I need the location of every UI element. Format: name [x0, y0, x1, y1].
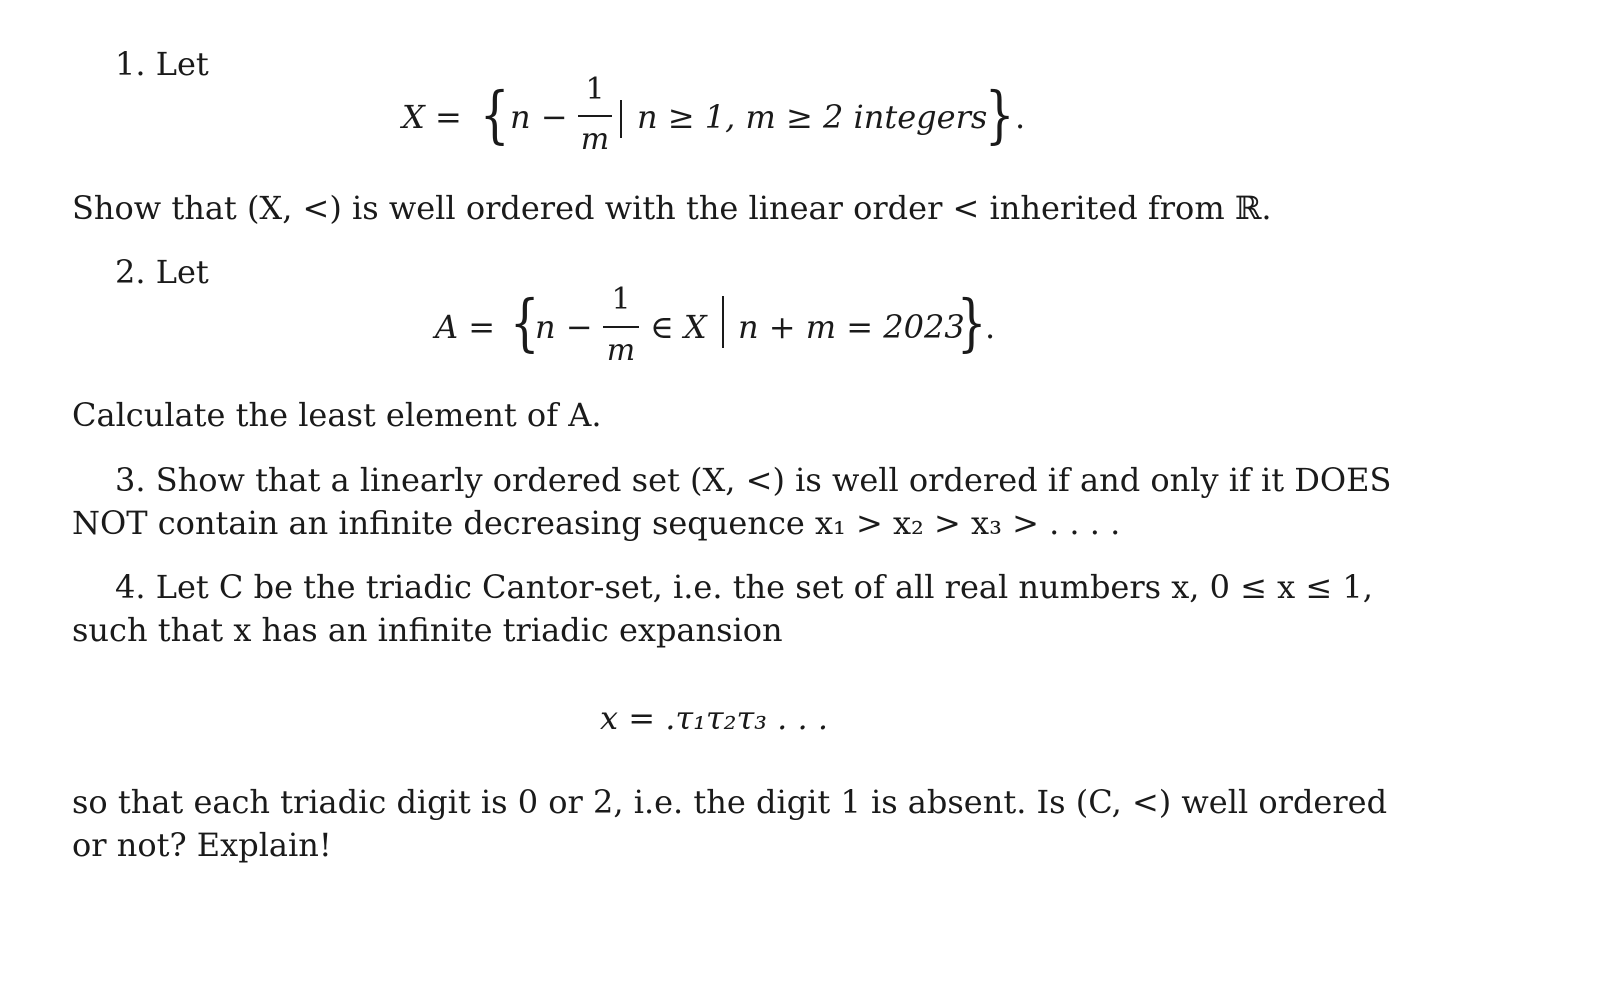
problem-1-lead: Let	[155, 45, 209, 83]
formula-2-member: ∈ X	[650, 308, 707, 346]
formula-2-left-brace: {	[509, 286, 540, 359]
formula-2-condition: n + m = 2023	[738, 308, 965, 346]
problem-4-line-2: such that x has an infinite triadic expansion	[72, 611, 783, 649]
problem-4-number: 4.	[115, 568, 146, 606]
formula-1-left-brace: {	[479, 78, 510, 151]
problem-3-text-1: Show that a linearly ordered set (X, <) is well ordered if and only if it DOES	[155, 461, 1392, 499]
problem-2-text: Calculate the least element of A.	[72, 396, 602, 434]
formula-2-divider	[722, 296, 724, 348]
formula-2-frac-den: m	[606, 333, 636, 368]
problem-3-line-1	[115, 460, 1391, 500]
formula-2-frac-num: 1	[611, 282, 631, 317]
formula-1-left-part: n −	[510, 98, 568, 136]
formula-1-lhs: X =	[402, 98, 462, 136]
formula-2-frac-bar	[603, 326, 639, 328]
problem-1-heading	[115, 44, 209, 84]
problem-4-line-4: or not? Explain!	[72, 826, 332, 864]
problem-4-display-formula: x = .τ₁τ₂τ₃ . . .	[600, 699, 828, 737]
problem-3-line-2: NOT contain an infinite decreasing sequence x₁ > x₂ > x₃ > . . . .	[72, 504, 1121, 542]
problem-1-text: Show that (X, <) is well ordered with the linear order < inherited from ℝ.	[72, 189, 1272, 227]
formula-1-divider	[620, 100, 622, 138]
formula-2-end: .	[985, 308, 996, 346]
formula-1-right-brace: }	[984, 78, 1015, 151]
problem-3-number: 3.	[115, 461, 146, 499]
formula-1-end: .	[1015, 98, 1026, 136]
problem-4-text-1: Let C be the triadic Cantor-set, i.e. the set of all real numbers x, 0 ≤ x ≤ 1,	[155, 568, 1373, 606]
formula-2-left-part: n −	[535, 308, 593, 346]
formula-1-frac-num: 1	[585, 72, 605, 107]
formula-1-condition: n ≥ 1, m ≥ 2 integers	[637, 98, 988, 136]
problem-2-heading	[115, 252, 209, 292]
problem-2-number: 2.	[115, 253, 146, 291]
problem-4-line-1	[115, 567, 1373, 607]
problem-2-lead: Let	[155, 253, 209, 291]
problem-4-line-3: so that each triadic digit is 0 or 2, i.e. the digit 1 is absent. Is (C, <) well ordered	[72, 783, 1388, 821]
formula-1-frac-den: m	[580, 122, 610, 157]
problem-1-number: 1.	[115, 45, 146, 83]
formula-2-lhs: A =	[435, 308, 496, 346]
formula-1-frac-bar	[578, 115, 612, 117]
formula-2-right-brace: }	[956, 286, 987, 359]
